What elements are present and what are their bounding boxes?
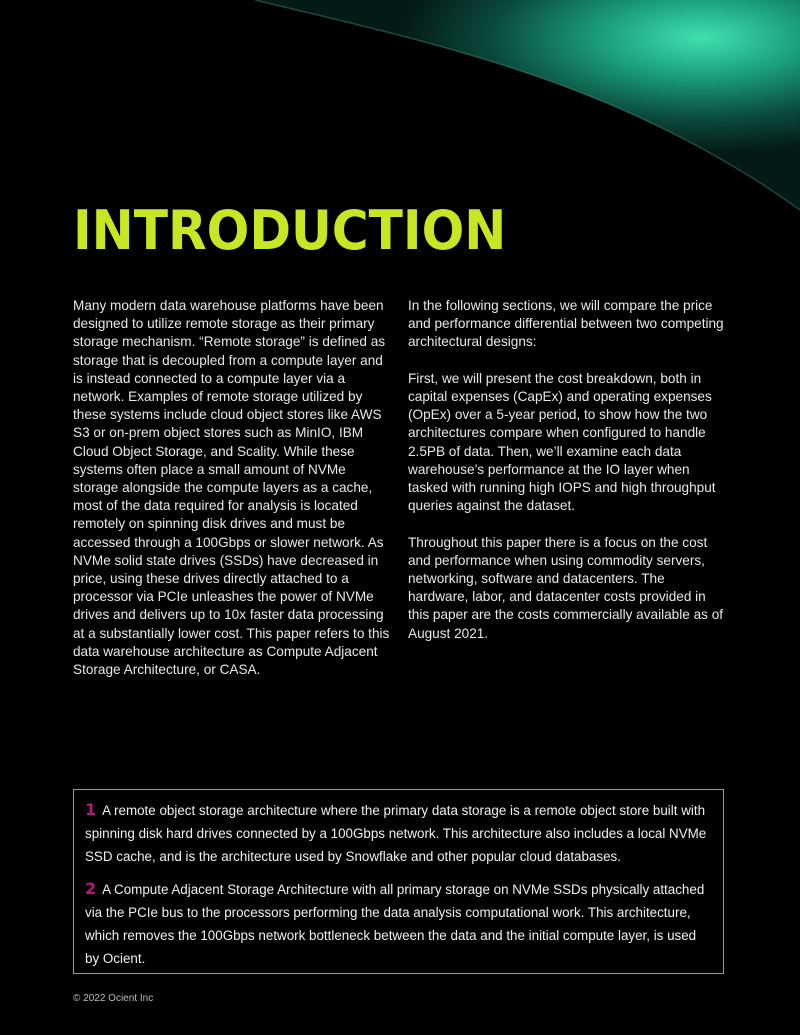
- cost-performance-paragraph: First, we will present the cost breakdown, both in capital expenses (CapEx) and operating expenses (OpEx) over a 5-year period, to show how the two architectures compare when configured to handle 2.5PB of data. Then, we’ll examine each data warehouse’s performance at the IO layer when tasked with running high IOPS and high throughput queries against the dataset.: [408, 370, 716, 514]
- callout-item-casa: [85, 877, 711, 970]
- commodity-focus-paragraph: Throughout this paper there is a focus on the cost and performance when using commodity servers, networking, software and datacenters. The hardware, labor, and datacenter costs provided in this paper are the costs commercially available as of August 2021.: [408, 534, 724, 641]
- left-column: [73, 297, 393, 697]
- callout-number-2: 2: [85, 879, 97, 898]
- page-title: INTRODUCTION: [73, 199, 507, 262]
- callout-item-text: A remote object storage architecture where the primary data storage is a remote object store built with spinning disk hard drives connected by a 100Gbps network. This architecture also includes a local NVMe SSD cache, and is the architecture used by Snowflake and other popular cloud databases.: [85, 803, 707, 864]
- architecture-callout-box: [73, 789, 724, 974]
- callout-number-1: 1: [85, 800, 97, 819]
- right-column: [408, 297, 728, 661]
- callout-item-text: A Compute Adjacent Storage Architecture with all primary storage on NVMe SSDs physically attached via the PCIe bus to the processors performing the data analysis computational work. This architecture, which removes the 100Gbps network bottleneck between the data and the initial compute layer, is used by Ocient.: [85, 882, 705, 966]
- copyright-footer: © 2022 Ocient Inc: [73, 993, 154, 1004]
- comparison-intro-paragraph: In the following sections, we will compare the price and performance differential between two competing architectural designs:: [408, 298, 724, 350]
- callout-item-remote-storage: [85, 798, 711, 868]
- intro-paragraph: Many modern data warehouse platforms have been designed to utilize remote storage as their primary storage mechanism. “Remote storage” is defined as storage that is decoupled from a compute layer and is instead connected to a compute layer via a network. Examples of remote storage utilized by these systems include cloud object stores like AWS S3 or on-prem object stores such as MinIO, IBM Cloud Object Storage, and Scality. While these systems often place a small amount of NVMe storage alongside the compute layers as a cache, most of the data required for analysis is located remotely on spinning disk drives and must be accessed through a 100Gbps or slower network. As NVMe solid state drives (SSDs) have decreased in price, using these drives directly attached to a processor via PCIe unleashes the power of NVMe drives and delivers up to 10x faster data processing at a substantially lower cost. This paper refers to this data warehouse architecture as Compute Adjacent Storage Architecture, or CASA.: [73, 298, 390, 678]
